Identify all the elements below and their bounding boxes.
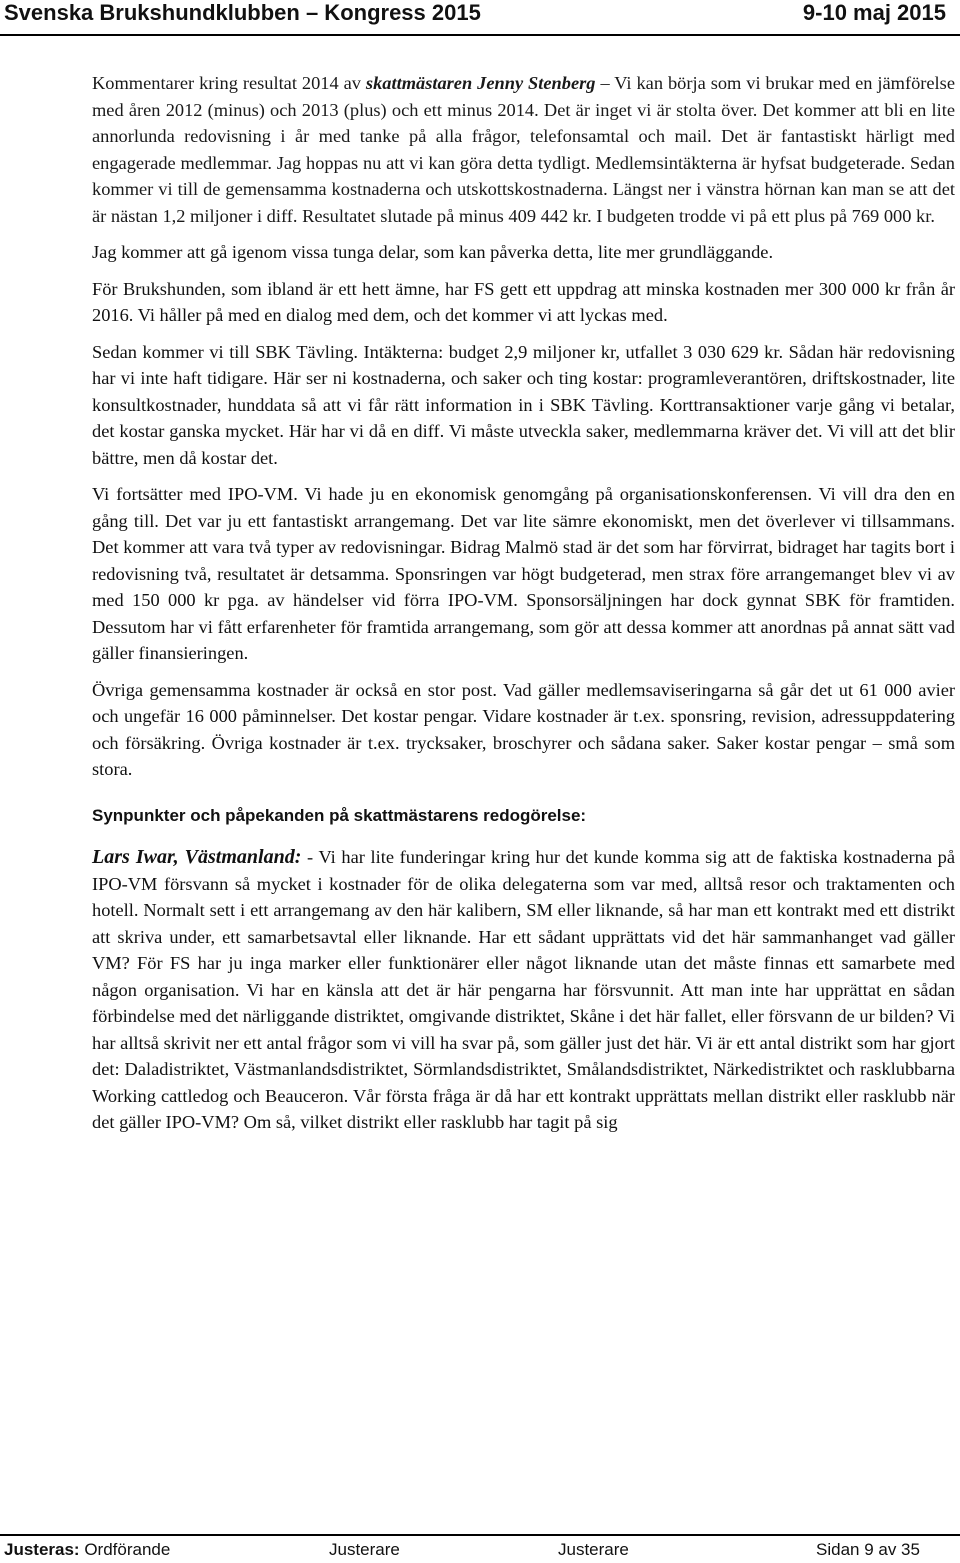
- paragraph-treasurer-intro: [92, 70, 955, 229]
- speaker-name: Lars Iwar, Västmanland:: [92, 846, 302, 868]
- intro-text-cont: – Vi kan börja som vi brukar med en jämförelse med åren 2012 (minus) och 2013 (plus) och ett minus 2014. Det är inget vi är stolta över. Det kommer att bli en lite annorlunda redovisning i år med tanke på alla frågor, telefonsamtal och mail. Det är fantastiskt härligt med engagerade medlemmar. Jag hoppas nu att vi kan göra detta tydligt. Medlemsintäkterna är hyfsat budgeterade. Sedan kommer vi till de gemensamma kostnaderna och utskottskostnaderna. Längst ner i vänstra hörnan kan man se att det är nästan 1,2 miljoner i diff. Resultatet slutade på minus 409 442 kr. I budgeten trodde vi på ett plus på 769 000 kr.: [92, 73, 955, 226]
- paragraph-brukshunden: För Brukshunden, som ibland är ett hett ämne, har FS gett ett uppdrag att minska kostnaden mer 300 000 kr från år 2016. Vi håller på med en dialog med dem, och det kommer vi att lyckas med.: [92, 278, 955, 325]
- footer-justerare-1: Justerare: [329, 1540, 400, 1559]
- footer-justeras-value: Ordförande: [79, 1540, 171, 1559]
- paragraph-heavy-parts: Jag kommer att gå igenom vissa tunga delar, som kan påverka detta, lite mer grundläggande.: [92, 242, 774, 262]
- page-header: [0, 0, 960, 30]
- treasurer-name: skattmästaren Jenny Stenberg: [365, 73, 596, 93]
- footer-page-number: Sidan 9 av 35: [816, 1540, 920, 1559]
- footer-divider: [0, 1534, 960, 1536]
- header-title: Svenska Brukshundklubben – Kongress 2015: [4, 0, 481, 25]
- footer-justeras: [4, 1540, 170, 1560]
- footer-justeras-label: Justeras:: [4, 1540, 80, 1559]
- paragraph-ipo-vm: Vi fortsätter med IPO-VM. Vi hade ju en ekonomisk genomgång på organisationskonferensen. Vi vill dra den en gång till. Det var ju ett fantastiskt arrangemang. Det var lite sämre ekonomiskt, men det överlever vi tillsammans. Det kommer att vara två typer av redovisningar. Bidrag Malmö stad är det som har förvirrat, bidraget har tagits bort i redovisning två, resultatet är detsamma. Sponsringen var högt budgeterad, men strax före arrangemanget blev vi av med 150 000 kr pga. av händelser vid förra IPO-VM. Sponsorsäljningen har dock gynnat SBK för framtiden. Dessutom har vi fått erfarenheter för framtida arrangemang, som gör att dessa kommer att anordnas på annat sätt vad gäller finansieringen.: [92, 484, 955, 663]
- paragraph-sbk-tavling: Sedan kommer vi till SBK Tävling. Intäkterna: budget 2,9 miljoner kr, utfallet 3 030 629 kr. Sådan här redovisning har vi inte haft tidigare. Här ser ni kostnaderna, och saker och ting kostar: programleverantören, driftskostnader, lite konsultkostnader, hunddata så att vi får rätt information in i SBK Tävling. Korttransaktioner varje gång vi betalar, det kostar ganska mycket. Här har vi då en diff. Vi måste utveckla saker, medlemmarna kräver det. Vi vill att det blir bättre, men då kostar det.: [92, 341, 955, 468]
- speaker-statement: - Vi har lite funderingar kring hur det kunde komma sig att de faktiska kostnaderna på IPO-VM försvann så mycket i kostnader för de olika delegaterna som var med, alltså resor och traktamenten och hotell. Normalt sett i ett arrangemang av den här kalibern, SM eller liknande, så har man ett kontrakt med ett distrikt att skriva under, ett samarbetsavtal eller liknande. Har ett sådant upprättats vid det här sammanhanget vad gäller VM? För FS har ju inga marker eller funktionärer eller något liknande utan det måste finnas ett samarbete med någon organisation. Vi har en känsla att det är här pengarna har försvunnit. Att man inte har upprättat en sådan förbindelse med det närliggande distriktet, omgivande distriktet, Skåne i det här fallet, eller försvann de ur bilden? Vi har alltså skrivit ner ett antal frågor som vi vill ha svar på, som gäller just det här. Vi är ett antal distrikt som har gjort det: Daladistriktet, Västmanlandsdistriktet, Sörmlandsdistriktet, Smålandsdistriktet, Närkedistriktet och rasklubbarna Working cattledog och Beauceron. Vår första fråga är då har ett kontrakt upprättats mellan distrikt eller rasklubb när det gäller IPO-VM? Om så, vilket distrikt eller rasklubb har tagit på sig: [92, 847, 955, 1132]
- section-heading: Synpunkter och påpekanden på skattmästarens redogörelse:: [92, 805, 587, 825]
- intro-text: Kommentarer kring resultat 2014 av: [92, 73, 366, 93]
- page-footer: [0, 1540, 960, 1562]
- document-body: [92, 70, 955, 1146]
- header-divider: [0, 34, 960, 36]
- header-date: 9-10 maj 2015: [802, 0, 946, 25]
- paragraph-lars-iwar: [92, 844, 955, 1136]
- paragraph-common-costs: Övriga gemensamma kostnader är också en stor post. Vad gäller medlemsaviseringarna så går det ut 61 000 avier och ungefär 16 000 påminnelser. Det kostar pengar. Vidare kostnader är t.ex. sponsring, revision, adressuppdatering och försäkring. Övriga kostnader är t.ex. trycksaker, broschyrer och sådana saker. Saker kostar pengar – små som stora.: [92, 679, 955, 779]
- footer-justerare-2: Justerare: [558, 1540, 629, 1559]
